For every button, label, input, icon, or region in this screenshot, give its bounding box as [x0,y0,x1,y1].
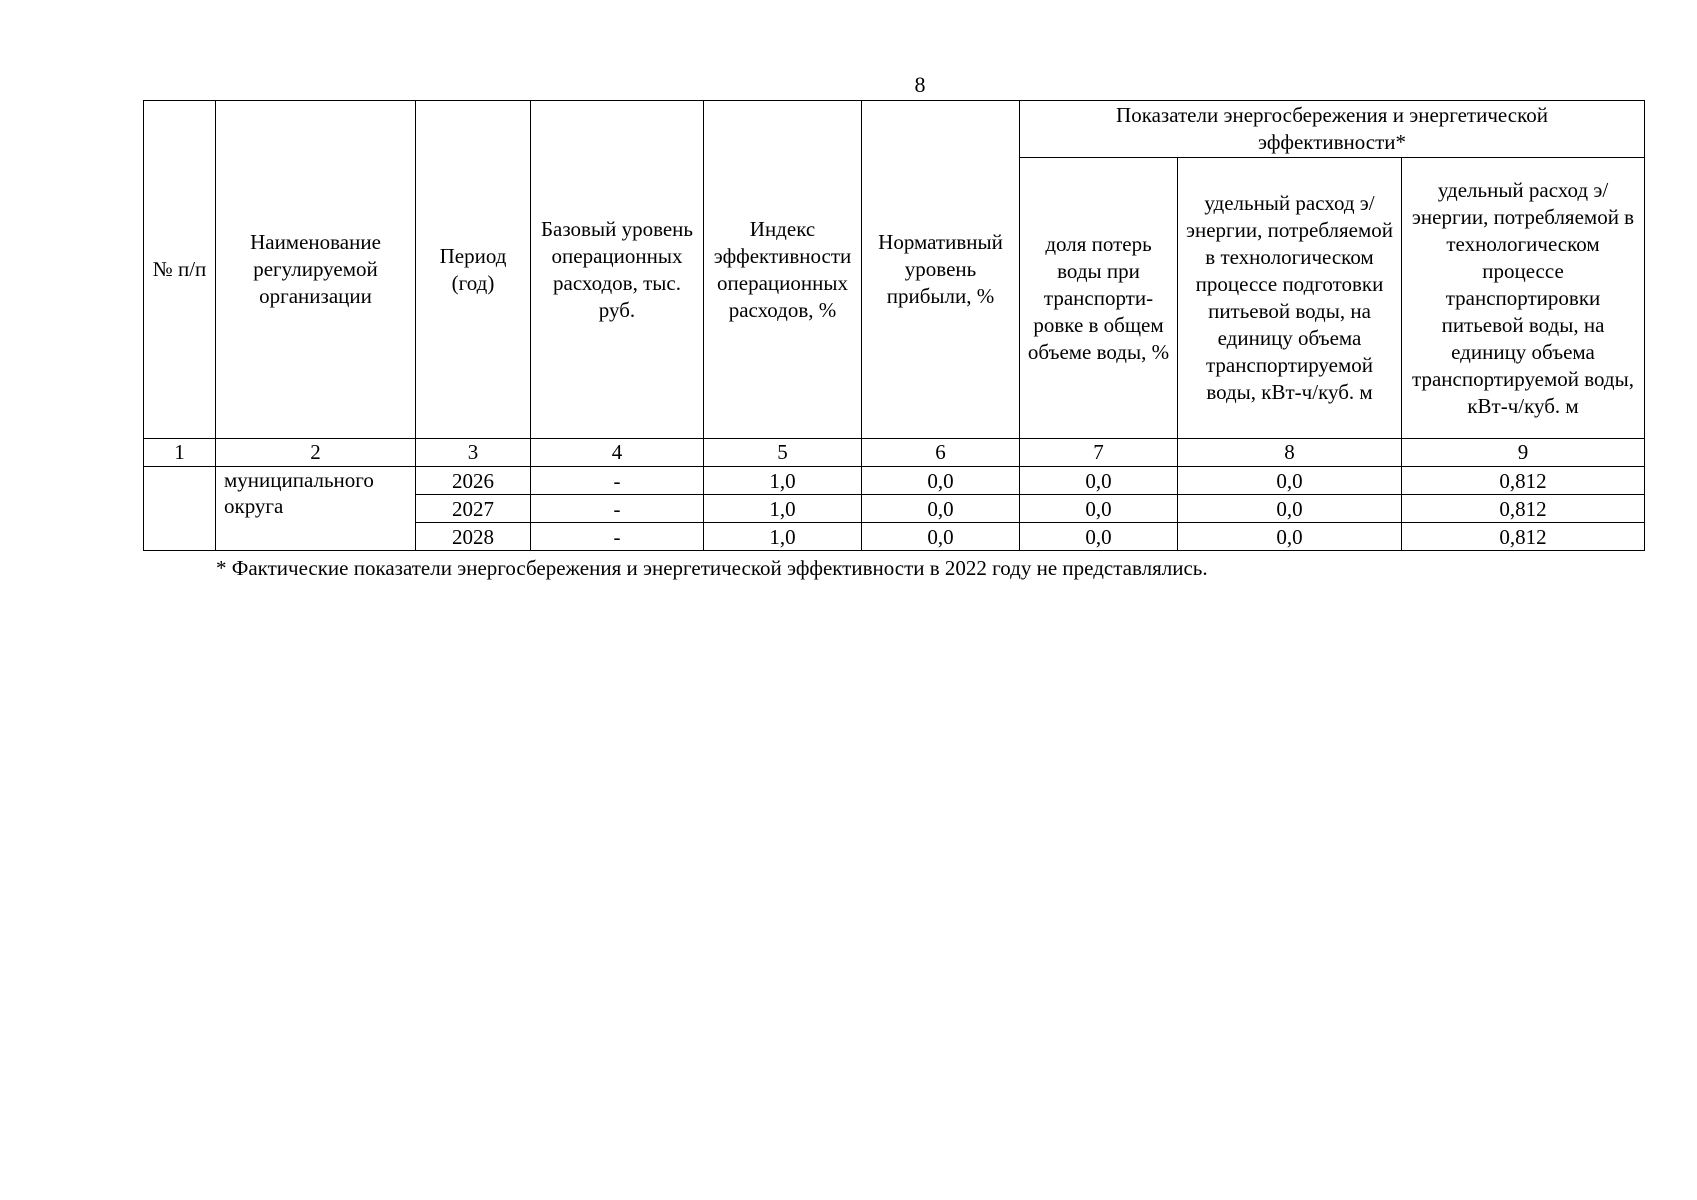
header-profit-level: Нормативный уровень прибыли, % [862,101,1020,439]
water-losses-cell: 0,0 [1020,467,1178,495]
water-losses-cell: 0,0 [1020,495,1178,523]
header-water-losses: доля потерь воды при транспорти-ровке в общем объеме воды, % [1020,158,1178,439]
indicators-table [143,100,1645,551]
column-number: 5 [704,439,862,467]
header-transport-energy: удельный расход э/энергии, потребляемой в технологическом процессе транспортировки питьевой воды, на единицу объема транспортируемой воды, кВт-ч/куб. м [1402,158,1645,439]
header-period: Период (год) [416,101,531,439]
transport-energy-cell: 0,812 [1402,467,1645,495]
header-organization: Наименование регулируемой организации [216,101,416,439]
header-row-number: № п/п [144,101,216,439]
footnote: * Фактические показатели энергосбережения и энергетической эффективности в 2022 году не представлялись. [216,556,1208,580]
period-cell: 2027 [416,495,531,523]
column-number: 1 [144,439,216,467]
base-level-cell: - [531,523,704,551]
row-number-cell [144,467,216,551]
column-number: 2 [216,439,416,467]
profit-level-cell: 0,0 [862,523,1020,551]
column-number: 6 [862,439,1020,467]
base-level-cell: - [531,467,704,495]
column-number: 7 [1020,439,1178,467]
efficiency-index-cell: 1,0 [704,495,862,523]
base-level-cell: - [531,495,704,523]
header-efficiency-index: Индекс эффективности операционных расходов, % [704,101,862,439]
efficiency-index-cell: 1,0 [704,467,862,495]
column-number: 9 [1402,439,1645,467]
column-number: 4 [531,439,704,467]
period-cell: 2028 [416,523,531,551]
period-cell: 2026 [416,467,531,495]
profit-level-cell: 0,0 [862,495,1020,523]
profit-level-cell: 0,0 [862,467,1020,495]
header-base-level: Базовый уровень операционных расходов, тыс. руб. [531,101,704,439]
page-number: 8 [914,72,926,97]
header-energy-group: Показатели энергосбережения и энергетической эффективности* [1020,101,1645,158]
efficiency-index-cell: 1,0 [704,523,862,551]
water-losses-cell: 0,0 [1020,523,1178,551]
prep-energy-cell: 0,0 [1178,495,1402,523]
column-number: 3 [416,439,531,467]
prep-energy-cell: 0,0 [1178,523,1402,551]
prep-energy-cell: 0,0 [1178,467,1402,495]
organization-name: муниципального округа [216,467,416,551]
transport-energy-cell: 0,812 [1402,523,1645,551]
column-number: 8 [1178,439,1402,467]
transport-energy-cell: 0,812 [1402,495,1645,523]
header-prep-energy: удельный расход э/энергии, потребляемой в технологическом процессе подготовки питьевой воды, на единицу объема транспортируемой воды, кВт-ч/куб. м [1178,158,1402,439]
table-row [144,467,1645,495]
